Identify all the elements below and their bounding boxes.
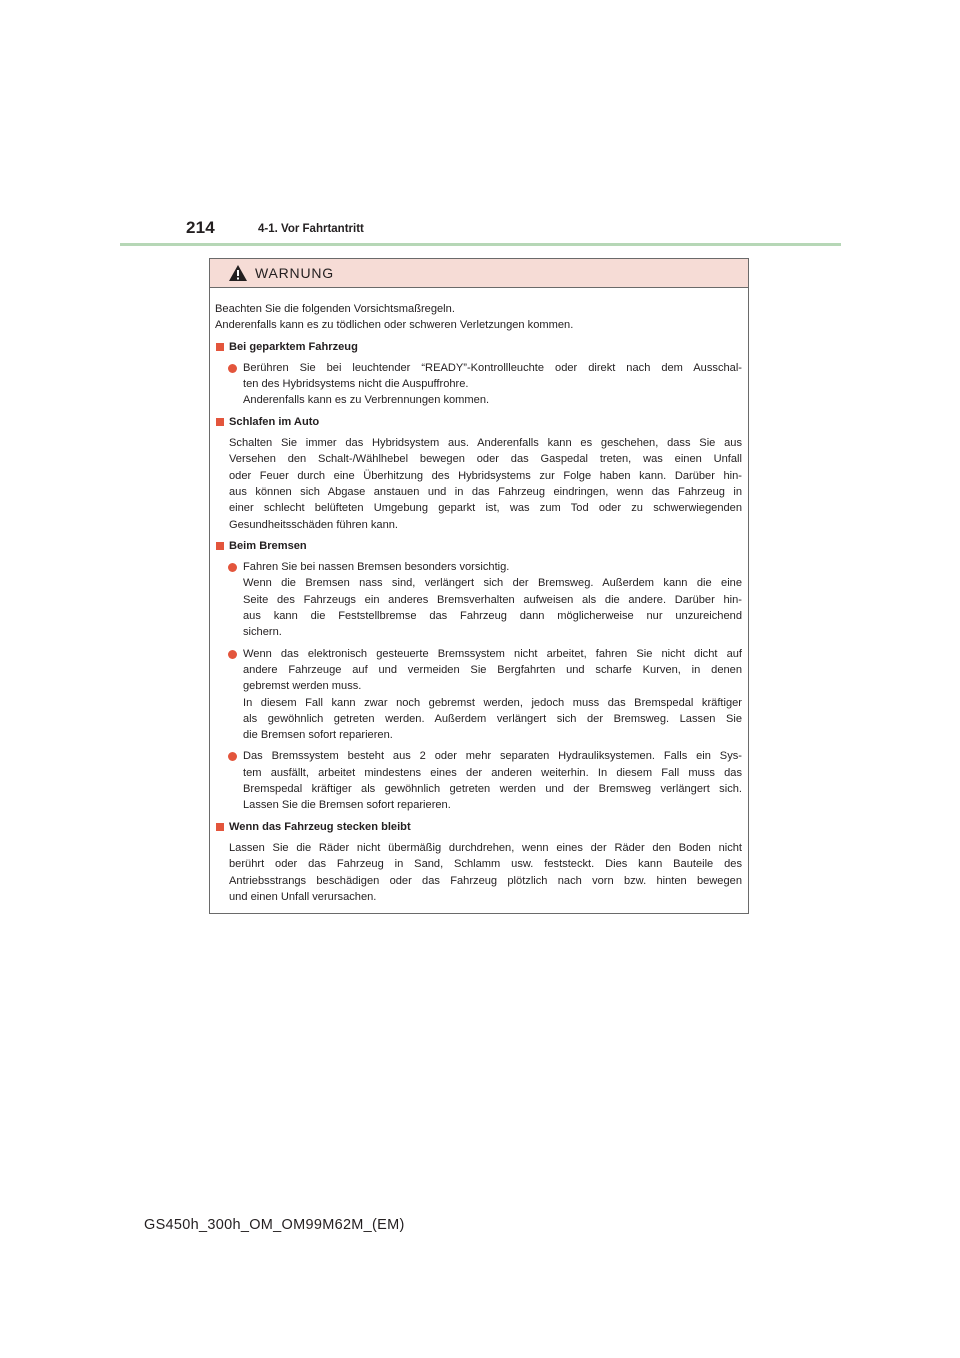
warning-box (209, 258, 749, 914)
section-title: 4-1. Vor Fahrtantritt (258, 223, 364, 235)
circle-bullet-icon (228, 650, 237, 659)
bullet-item: Das Bremssystem besteht aus 2 oder mehr separaten Hydrauliksystemen. Falls ein Sys- tem ausfällt, arbeitet mindestens eines der anderen weiterhin. In diesem Fall muss das Bremspedal kräftiger als gewöhnlich getreten werden und der Bremsweg verlängert sich. Lassen Sie die Bremsen sofort reparieren. (215, 748, 742, 813)
circle-bullet-icon (228, 563, 237, 572)
circle-bullet-icon (228, 752, 237, 761)
square-bullet-icon (216, 542, 224, 550)
warning-header (210, 259, 748, 288)
circle-bullet-icon (228, 364, 237, 373)
section-text: Lassen Sie die Räder nicht übermäßig durchdrehen, wenn eines der Räder den Boden nicht berührt oder das Fahrzeug in Sand, Schlamm usw. feststeckt. Dies kann Bauteile des Antriebsstrangs beschädigen oder das Fahrzeug plötzlich nach vorn bzw. hinten bewegen und einen Unfall verursachen. (229, 841, 742, 903)
section-text: Schalten Sie immer das Hybridsystem aus. Anderenfalls kann es geschehen, dass Sie aus Versehen den Schalt-/Wählhebel bewegen oder das Gaspedal treten, was einen Unfall oder Feuer durch eine Überhitzung des Hybridsystems zur Folge haben kann. Darüber hin- aus können sich Abgase anstauen und in das Fahrzeug eindringen, wenn das Fahrzeug in einer schlecht belüfteten Umgebung geparkt ist, was zum Tod oder zu schwerwiegenden Gesundheitsschäden führen kann. (229, 437, 742, 531)
bullet-item: Berühren Sie bei leuchtender “READY”-Kontrollleuchte oder direkt nach dem Ausschal- ten des Hybridsystems nicht die Auspuffrohre. Anderenfalls kann es zu Verbrennungen kommen. (215, 360, 742, 409)
square-bullet-icon (216, 823, 224, 831)
intro-line: Anderenfalls kann es zu tödlichen oder schweren Verletzungen kommen. (215, 319, 574, 332)
page-number: 214 (186, 218, 215, 237)
section-heading-stuck: Wenn das Fahrzeug stecken bleibt (215, 819, 742, 835)
header-rule (120, 243, 841, 246)
bullet-item: Wenn das elektronisch gesteuerte Bremssystem nicht arbeitet, fahren Sie nicht dicht auf andere Fahrzeuge auf und vermeiden Sie Bergfahrten und scharfe Kurven, in denen gebremst werden muss. In diesem Fall kann zwar noch gebremst werden, jedoch muss das Bremspedal kräftiger als gewöhnlich getreten werden. Außerdem verlängert sich der Bremsweg. Lassen Sie die Bremsen sofort reparieren. (215, 646, 742, 744)
section-heading-braking: Beim Bremsen (215, 538, 742, 554)
section-heading-sleeping: Schlafen im Auto (215, 414, 742, 430)
intro-line: Beachten Sie die folgenden Vorsichtsmaßregeln. (215, 303, 455, 315)
warning-title: WARNUNG (255, 265, 334, 281)
document-code: GS450h_300h_OM_OM99M62M_(EM) (144, 1217, 405, 1233)
warning-triangle-icon (228, 264, 248, 282)
warning-intro (215, 301, 742, 334)
section-heading-parked: Bei geparktem Fahrzeug (215, 339, 742, 355)
bullet-item: Fahren Sie bei nassen Bremsen besonders vorsichtig. Wenn die Bremsen nass sind, verlängert sich der Bremsweg. Außerdem kann die eine Seite des Fahrzeugs ein anderes Bremsverhalten aufweisen als die andere. Darüber hin- aus kann die Feststellbremse das Fahrzeug dann möglicherweise nur unzureichend sichern. (215, 559, 742, 640)
warning-body (210, 288, 748, 905)
square-bullet-icon (216, 418, 224, 426)
square-bullet-icon (216, 343, 224, 351)
